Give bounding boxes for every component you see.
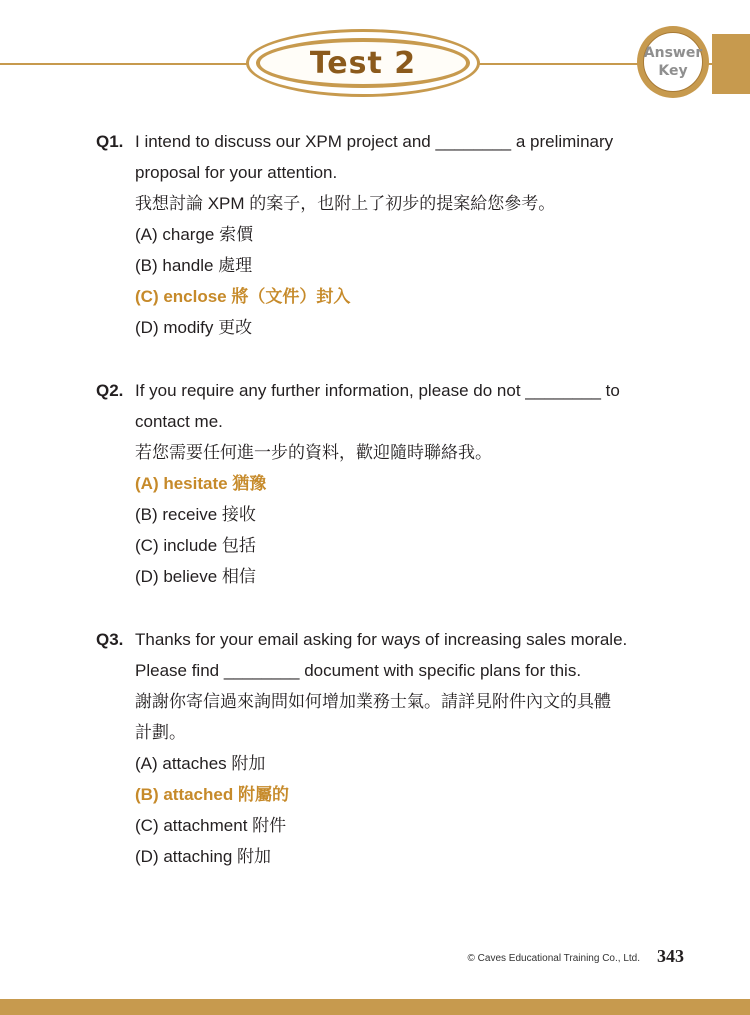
option-d: (D) attaching 附加: [135, 847, 272, 866]
option-d: (D) modify 更改: [135, 318, 253, 337]
answer-key-badge: [637, 26, 709, 98]
question-translation: 計劃。: [135, 723, 186, 742]
answer-key-tab: [712, 34, 750, 94]
question-text-line: Please find ________ document with specific plans for this.: [135, 661, 582, 680]
option-c: (C) attachment 附件: [135, 816, 287, 835]
option-c: (C) include 包括: [135, 536, 256, 555]
question-number: Q1.: [96, 132, 124, 151]
page-title: Test 2: [309, 45, 417, 81]
copyright-notice: © Caves Educational Training Co., Ltd.: [467, 953, 640, 964]
title-badge: [246, 29, 480, 97]
page-number: 343: [657, 946, 684, 966]
question-text-line: contact me.: [135, 412, 223, 431]
question-number: Q2.: [96, 381, 124, 400]
question-text-line: I intend to discuss our XPM project and ________ a preliminary: [135, 132, 614, 151]
question-translation: 若您需要任何進一步的資料，歡迎隨時聯絡我。: [135, 443, 492, 462]
option-b-correct: (B) attached 附屬的: [135, 785, 289, 804]
question-translation: 謝謝你寄信過來詢問如何增加業務士氣。請詳見附件內文的具體: [135, 692, 611, 711]
option-d: (D) believe 相信: [135, 567, 256, 586]
question-text-line: Thanks for your email asking for ways of increasing sales morale.: [135, 630, 628, 649]
option-c-correct: (C) enclose 將（文件）封入: [135, 287, 351, 306]
option-a-correct: (A) hesitate 猶豫: [135, 474, 267, 493]
question-translation: 我想討論 XPM 的案子，也附上了初步的提案給您參考。: [135, 194, 556, 213]
question-text-line: proposal for your attention.: [135, 163, 338, 182]
option-a: (A) attaches 附加: [135, 754, 266, 773]
question-text-line: If you require any further information, please do not ________ to: [135, 381, 620, 400]
option-b: (B) receive 接收: [135, 505, 256, 524]
question-number: Q3.: [96, 630, 124, 649]
answer-key-label-line1: Answer: [643, 45, 703, 61]
option-b: (B) handle 處理: [135, 256, 253, 275]
footer-bar: [0, 999, 750, 1015]
option-a: (A) charge 索價: [135, 225, 254, 244]
answer-key-label-line2: Key: [658, 63, 688, 79]
